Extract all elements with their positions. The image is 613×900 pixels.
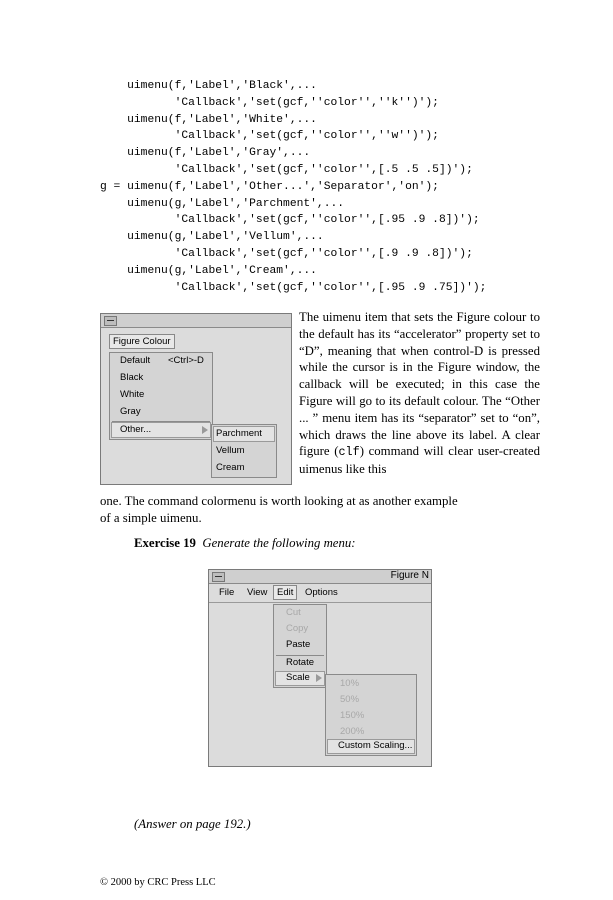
edit-dropdown xyxy=(273,604,327,688)
code-listing xyxy=(100,78,486,296)
paragraph-line: of a simple uimenu. xyxy=(100,511,202,525)
submenu-arrow-icon xyxy=(316,674,322,682)
code-line: uimenu(f,'Label','Gray',... xyxy=(100,147,311,160)
paragraph-text: ) command will clear user-created uimenus like this xyxy=(299,444,540,477)
code-line: 'Callback','set(gcf,''color'',[.9 .9 .8])'); xyxy=(100,247,473,260)
code-line: uimenu(f,'Label','White',... xyxy=(100,113,317,126)
menu-item-default[interactable]: Default xyxy=(120,355,151,366)
menu-item-gray[interactable]: Gray xyxy=(120,406,141,417)
other-submenu xyxy=(211,424,277,478)
code-line: uimenu(g,'Label','Cream',... xyxy=(100,264,317,277)
menubar-view[interactable]: View xyxy=(247,587,268,598)
menu-item-other[interactable]: Other... xyxy=(120,424,152,435)
window-titlebar xyxy=(101,314,291,328)
submenu-item-200[interactable]: 200% xyxy=(340,726,365,737)
window-title: Figure N xyxy=(390,570,429,581)
answer-reference: (Answer on page 192.) xyxy=(134,817,251,831)
inline-code-clf: clf xyxy=(338,445,360,460)
paragraph-text: is worth looking at as another example xyxy=(256,494,458,508)
submenu-item-150[interactable]: 150% xyxy=(340,710,365,721)
window-titlebar xyxy=(209,570,431,584)
paragraph-uimenu-description xyxy=(299,309,540,478)
submenu-item-50[interactable]: 50% xyxy=(340,694,360,705)
menu-item-rotate[interactable]: Rotate xyxy=(286,657,314,668)
paragraph-line xyxy=(100,493,540,510)
exercise-heading xyxy=(134,536,356,551)
window-menu-icon xyxy=(212,572,225,582)
figure-colour-menu-title[interactable]: Figure Colour xyxy=(109,334,175,349)
scale-submenu xyxy=(325,674,417,756)
menubar-options[interactable]: Options xyxy=(305,587,338,598)
code-line: 'Callback','set(gcf,''color'',''w'')'); xyxy=(100,130,439,143)
submenu-arrow-icon xyxy=(202,426,208,434)
inline-code-colormenu: colormenu xyxy=(201,494,257,508)
code-line: 'Callback','set(gcf,''color'',[.5 .5 .5])'); xyxy=(100,163,473,176)
figure-colour-dropdown xyxy=(109,352,213,440)
exercise-text: Generate the following menu: xyxy=(202,536,356,550)
window-menu-icon xyxy=(104,316,117,326)
menu-item-black[interactable]: Black xyxy=(120,372,144,383)
code-line: 'Callback','set(gcf,''color'',''k'')'); xyxy=(100,96,439,109)
code-line: 'Callback','set(gcf,''color'',[.95 .9 .75])'); xyxy=(100,281,487,294)
paragraph-text: one. The command xyxy=(100,494,202,508)
menu-item-cut[interactable]: Cut xyxy=(286,607,301,618)
menu-separator xyxy=(276,655,324,656)
code-line: 'Callback','set(gcf,''color'',[.95 .9 .8])'); xyxy=(100,214,480,227)
figure-colour-screenshot xyxy=(100,313,292,485)
edit-menu-screenshot xyxy=(208,569,432,767)
accelerator-label: <Ctrl>-D xyxy=(168,355,204,366)
copyright-footer: © 2000 by CRC Press LLC xyxy=(100,877,216,888)
menubar-edit[interactable]: Edit xyxy=(273,585,297,600)
submenu-item-custom-scaling[interactable]: Custom Scaling... xyxy=(338,740,413,751)
code-line: g = uimenu(f,'Label','Other...','Separator','on'); xyxy=(100,180,439,193)
menu-item-scale[interactable]: Scale xyxy=(286,672,310,683)
submenu-item-parchment[interactable]: Parchment xyxy=(216,428,262,439)
submenu-item-cream[interactable]: Cream xyxy=(216,462,245,473)
code-line: uimenu(g,'Label','Parchment',... xyxy=(100,197,345,210)
menu-item-white[interactable]: White xyxy=(120,389,145,400)
exercise-label: Exercise 19 xyxy=(134,536,196,550)
submenu-item-10[interactable]: 10% xyxy=(340,678,360,689)
code-line: uimenu(f,'Label','Black',... xyxy=(100,80,317,92)
submenu-item-vellum[interactable]: Vellum xyxy=(216,445,245,456)
menubar-file[interactable]: File xyxy=(219,587,235,598)
menu-item-copy[interactable]: Copy xyxy=(286,623,309,634)
menubar xyxy=(209,584,431,603)
code-line: uimenu(g,'Label','Vellum',... xyxy=(100,231,324,244)
menu-item-paste[interactable]: Paste xyxy=(286,639,311,650)
paragraph-text: The uimenu item that sets the Figure colour to the default has its “accelerator” property set to “D”, meaning that when control-D is pressed while the cursor is in the Figure window, the callback will be executed; in this case the Figure will go to its default colour. The “Other ... ” menu item has its “separator” set to “on”, which draws the line above its label. A clear figure ( xyxy=(299,310,540,459)
